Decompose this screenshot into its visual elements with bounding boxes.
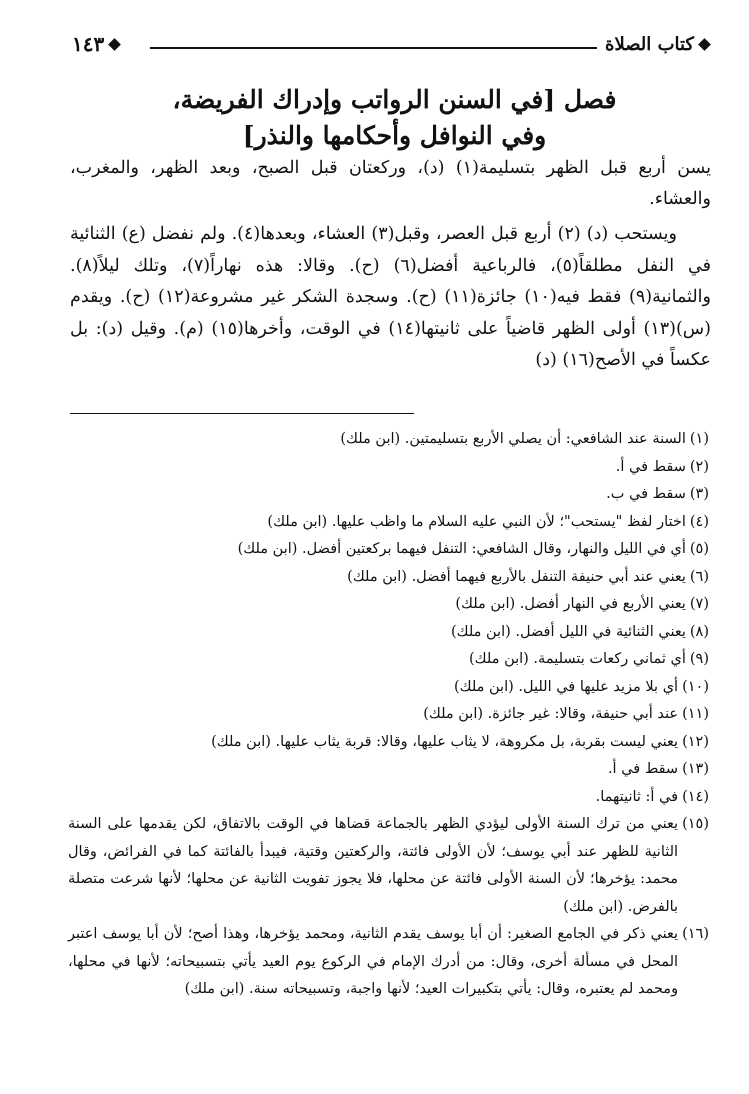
footnote: [68, 674, 709, 702]
footnote: [68, 701, 709, 729]
header-rule: [150, 47, 597, 49]
footnote-text: أي ثماني ركعات بتسليمة. (ابن ملك): [469, 651, 686, 667]
footnote: [68, 481, 709, 509]
footnote: [68, 591, 709, 619]
footnote-text: سقط في ب.: [606, 486, 686, 502]
page-header: [72, 34, 709, 60]
footnote-text: في أ: ثانيتهما.: [595, 788, 679, 805]
paragraph-1: يسن أربع قبل الظهر بتسليمة(١) (د)، وركعتان قبل الصبح، وبعد الظهر، والمغرب، والعشاء.: [70, 158, 711, 209]
footnote-text: سقط في أ.: [607, 761, 679, 777]
footnote-separator: [70, 413, 414, 414]
footnote-number: (٤): [689, 513, 709, 530]
footnote: [68, 756, 709, 784]
footnote-number: (٦): [689, 568, 709, 585]
footnote-text: يعني الأربع في النهار أفضل. (ابن ملك): [455, 596, 686, 612]
footnote-number: (١٠): [682, 678, 709, 695]
footnote-number: (١٤): [682, 788, 709, 805]
footnote-text: عند أبي حنيفة، وقالا: غير جائزة. (ابن ملك): [423, 706, 679, 722]
main-text: [70, 153, 711, 377]
footnote-number: (١٦): [682, 926, 709, 942]
footnote: [68, 536, 709, 564]
footnote-text: يعني الثنائية في الليل أفضل. (ابن ملك): [450, 623, 686, 640]
footnote: [68, 509, 709, 537]
footnote-text: سقط في أ.: [615, 458, 686, 475]
footnote: [68, 426, 709, 454]
footnote-text: يعني عند أبي حنيفة التنفل بالأربع فيهما أفضل. (ابن ملك): [347, 568, 686, 585]
page-number-block: [72, 32, 119, 56]
footnote-text: يعني ذكر في الجامع الصغير: أن أبا يوسف يقدم الثانية، ومحمد يؤخرها، وهذا أصح؛ لأن أبا يوسف اعتبر المحل في مسألة أخرى، وقال: من أدرك الإمام في الركوع يوم العيد يأتي بتسبيحاته؛ لأنها في محلها، ومحمد لم يعتبره، وقال: يأتي بتكبيرات العيد؛ لأنها واجبة، وتسبيحاته سنة. (ابن ملك): [68, 926, 679, 997]
footnote-number: (١٢): [682, 733, 709, 750]
footnote-number: (٣): [689, 486, 709, 502]
footnote-text: أي بلا مزيد عليها في الليل. (ابن ملك): [453, 678, 679, 695]
footnote-number: (١٥): [682, 816, 709, 832]
footnote: [68, 729, 709, 757]
footnote-number: (٢): [689, 458, 709, 475]
footnote-text: اختار لفظ "يستحب"؛ لأن النبي عليه السلام ما واظب عليها. (ابن ملك): [267, 513, 686, 530]
book-title: كتاب الصلاة: [605, 34, 694, 55]
footnote: [68, 784, 709, 812]
section-title-line-1: فصل [في السنن الرواتب وإدراك الفريضة،: [172, 85, 617, 114]
diamond-ornament-icon: [108, 38, 121, 51]
footnote-number: (١): [689, 431, 709, 447]
footnote-text: أي في الليل والنهار، وقال الشافعي: التنفل فيهما بركعتين أفضل. (ابن ملك): [237, 541, 686, 557]
footnote-number: (١٣): [682, 761, 709, 777]
footnote: [68, 811, 709, 921]
footnote-number: (٨): [689, 623, 709, 640]
footnote-number: (٥): [689, 541, 709, 557]
footnote-number: (١١): [682, 706, 709, 722]
paragraph-2: ويستحب (د) (٢) أربع قبل العصر، وقبل(٣) العشاء، وبعدها(٤). ولم نفضل (ع) الثنائية في النفل مطلقاً(٥)، فالرباعية أفضل(٦) (ح). وقالا: هذه نهاراً(٧)، وتلك ليلاً(٨). والثمانية(٩) فقط فيه(١٠) جائزة(١١) (ح). وسجدة الشكر غير مشروعة(١٢) (ح). ويقدم (س)(١٣) أولى الظهر قاضياً على ثانيتها(١٤) في الوقت، وأخرها(١٥) (م). وقيل (د): بل عكساً في الأصح(١٦) (د): [70, 224, 712, 370]
footnotes: [68, 426, 709, 1004]
section-title: [80, 82, 709, 154]
footnote: [68, 564, 709, 592]
running-title: [605, 34, 709, 55]
footnote: [68, 921, 709, 1004]
footnote: [68, 646, 709, 674]
footnote-text: السنة عند الشافعي: أن يصلي الأربع بتسليمتين. (ابن ملك): [340, 431, 686, 447]
footnote-text: يعني ليست بقربة، بل مكروهة، لا يثاب عليها، وقالا: قربة يثاب عليها. (ابن ملك): [211, 733, 679, 750]
diamond-ornament-icon: [698, 38, 711, 51]
footnote-number: (٧): [689, 596, 709, 612]
page-number: ١٤٣: [72, 32, 105, 56]
footnote: [68, 619, 709, 647]
footnote: [68, 454, 709, 482]
footnote-text: يعني من ترك السنة الأولى ليؤدي الظهر بالجماعة قضاها في الوقت بالاتفاق، لكن يقدمها على السنة الثانية للظهر عند أبي يوسف؛ لأن الأولى فائتة، والركعتين وقتية، فيبدأ بالفائتة كما في الفرائض، وقال محمد: يؤخرها؛ لأن السنة الأولى فائتة عن محلها، فلا يجوز تفويت الثانية عن محلها؛ لأنها شرعت متصلة بالفرض. (ابن ملك): [68, 816, 679, 915]
section-title-line-2: وفي النوافل وأحكامها والنذر]: [242, 121, 547, 150]
footnote-number: (٩): [689, 651, 709, 667]
